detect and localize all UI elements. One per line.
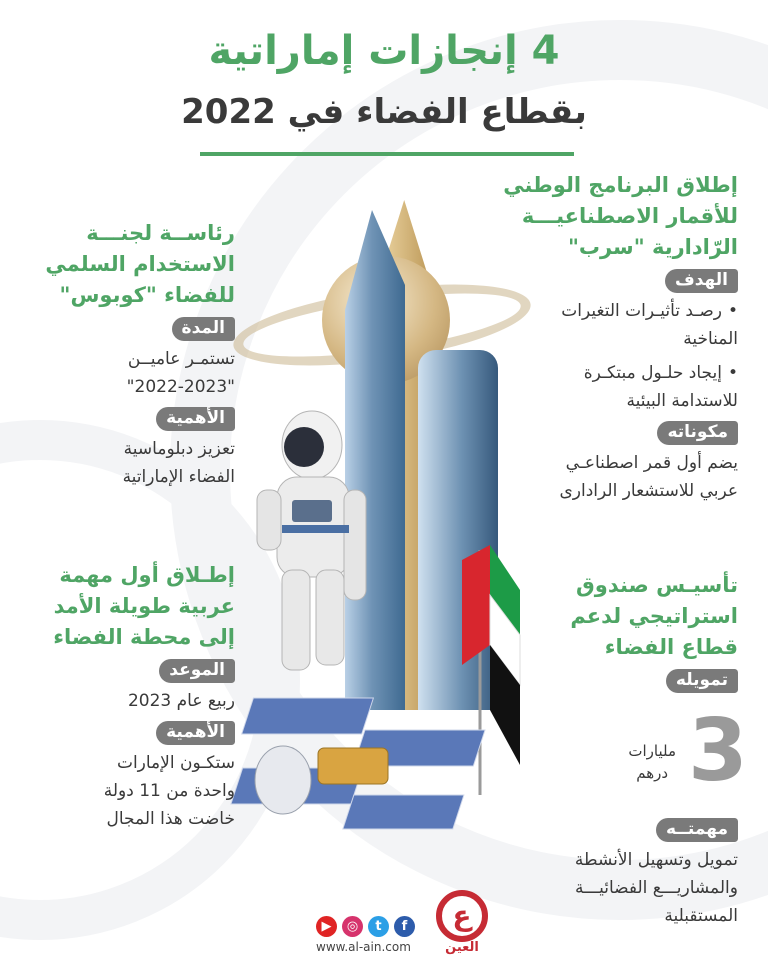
instagram-icon[interactable]: ◎ [342, 916, 363, 937]
importance-text: ستكـون الإمارات واحدة من 11 دولة خاضت هذا المجال [103, 753, 235, 829]
funding-label: تمويله [666, 669, 738, 693]
achievement-space-fund [488, 570, 738, 697]
facebook-icon[interactable]: f [394, 916, 415, 937]
subtitle: بقطاع الفضاء في 2022 [181, 92, 587, 132]
achievement-swarm-program [488, 170, 738, 505]
importance-text: تعزيز دبلوماسية الفضاء الإماراتية [122, 439, 235, 487]
achievement-copuos-chair [30, 218, 235, 491]
goal-label: الهدف [665, 269, 738, 293]
date-label: الموعد [159, 659, 235, 683]
goal-item: • رصـد تأثيـرات التغيرات المناخية [488, 297, 738, 353]
date-text: ربيع عام 2023 [127, 691, 235, 711]
twitter-icon[interactable]: t [368, 916, 389, 937]
achievement-heading: رئاســة لجنـــة الاستخدام السلمي للفضاء "كوبوس" [45, 221, 235, 307]
mission-text: تمويل وتسهيل الأنشطة والمشاريـــع الفضائيـــة المستقبلية [574, 850, 738, 926]
al-ain-logo-text: العين [445, 940, 479, 955]
importance-label: الأهمية [156, 407, 235, 431]
mission-label: مهمتــه [656, 818, 738, 842]
title-divider [200, 152, 574, 156]
satellite-illustration [228, 690, 508, 840]
duration-label: المدة [172, 317, 235, 341]
youtube-icon[interactable]: ▶ [316, 916, 337, 937]
funding-number: 3 [688, 701, 748, 801]
achievement-heading: إطلاق البرنامج الوطني للأقمار الاصطناعيـــة الرّادارية "سرب" [503, 173, 738, 259]
al-ain-logo: ع [436, 890, 488, 942]
components-text: يضم أول قمر اصطناعـي عربي للاستشعار الرادارى [559, 453, 738, 501]
components-label: مكوناته [657, 421, 738, 445]
achievement-heading: تأسيـس صندوق استراتيجي لدعم قطاع الفضاء [570, 573, 738, 659]
mission-section [488, 812, 738, 930]
achievement-iss-mission [30, 560, 235, 833]
astronaut-illustration [252, 405, 372, 685]
funding-unit: مليارات درهم [628, 742, 676, 782]
goal-item: • إيجاد حلـول مبتكـرة للاستدامة البيئية [488, 359, 738, 415]
achievement-heading: إطـلاق أول مهمة عربية طويلة الأمد إلى محطة الفضاء [53, 563, 235, 649]
duration-text: تستمـر عاميــن "2022-2023" [126, 349, 235, 397]
social-links [316, 916, 415, 937]
main-title: 4 إنجازات إماراتية [208, 28, 560, 74]
website-link[interactable]: www.al-ain.com [316, 940, 411, 954]
importance-label: الأهمية [156, 721, 235, 745]
